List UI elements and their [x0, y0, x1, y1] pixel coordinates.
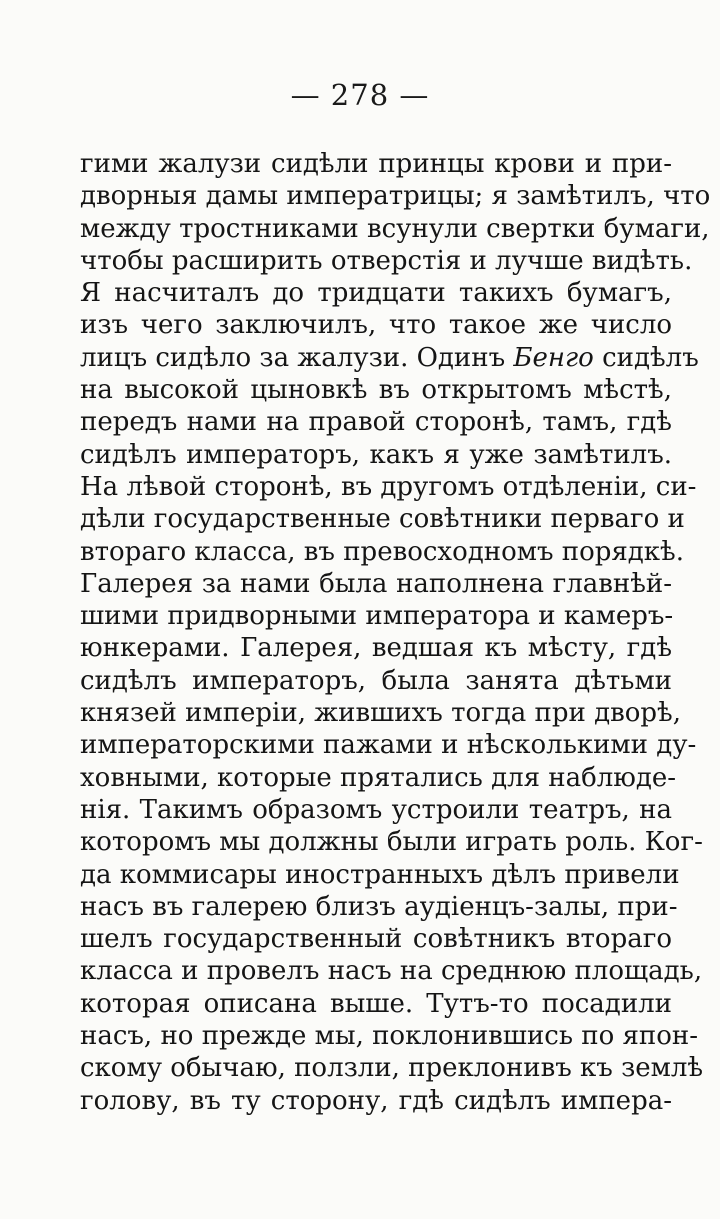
text-line: На лѣвой сторонѣ, въ другомъ отдѣленіи, си-: [80, 471, 697, 502]
text-line: насъ въ галерею близъ аудіенцъ-залы, при-: [80, 891, 678, 922]
text-line: сидѣлъ императоръ, была занята дѣтьми: [80, 665, 672, 696]
text-line: дѣли государственные совѣтники перваго и: [80, 504, 685, 535]
text-line: которомъ мы должны были играть роль. Ког-: [80, 827, 703, 858]
text-line: чтобы расширить отверстія и лучше видѣть.: [80, 245, 693, 276]
text-line: голову, въ ту сторону, гдѣ сидѣлъ импера-: [80, 1085, 672, 1116]
text-line: шими придворными императора и камеръ-: [80, 601, 674, 632]
text-line: которая описана выше. Тутъ-то посадили: [80, 988, 672, 1019]
text-line: Я насчиталъ до тридцати такихъ бумагъ,: [80, 278, 672, 309]
text-line: юнкерами. Галерея, ведшая къ мѣсту, гдѣ: [80, 633, 672, 664]
text-line: втораго класса, въ превосходномъ порядкѣ.: [80, 536, 685, 567]
text-line: лицъ сидѣло за жалузи. Одинъ Бенго сидѣлъ: [80, 342, 699, 373]
text-line: передъ нами на правой сторонѣ, тамъ, гдѣ: [80, 407, 672, 438]
text-line: класса и провелъ насъ на среднюю площадь,: [80, 956, 703, 987]
text-line: ховными, которые прятались для наблюде-: [80, 762, 677, 793]
text-line: гими жалузи сидѣли принцы крови и при-: [80, 149, 672, 179]
text-line: на высокой цыновкѣ въ открытомъ мѣстѣ,: [80, 375, 672, 406]
text-line: да коммисары иностранныхъ дѣлъ привели: [80, 859, 680, 890]
text-line: дворныя дамы императрицы; я замѣтилъ, что: [80, 181, 711, 212]
page-number: — 278 —: [290, 78, 430, 112]
text-line: сидѣлъ императоръ, какъ я уже замѣтилъ.: [80, 439, 672, 470]
text-line: скому обычаю, ползли, преклонивъ къ землѣ: [80, 1053, 704, 1084]
text-line: между тростниками всунули свертки бумаги,: [80, 213, 710, 244]
text-line: шелъ государственный совѣтникъ втораго: [80, 924, 672, 955]
text-line: князей имперіи, жившихъ тогда при дворѣ,: [80, 698, 681, 729]
text-line: изъ чего заключилъ, что такое же число: [80, 310, 672, 341]
text-line: нія. Такимъ образомъ устроили театръ, на: [80, 794, 672, 825]
italic-name: Бенго: [513, 342, 594, 373]
text-line: императорскими пажами и нѣсколькими ду-: [80, 730, 697, 761]
text-line: Галерея за нами была наполнена главнѣй-: [80, 568, 672, 599]
body-text: [80, 148, 711, 1117]
text-line: насъ, но прежде мы, поклонившись по япон-: [80, 1021, 699, 1052]
